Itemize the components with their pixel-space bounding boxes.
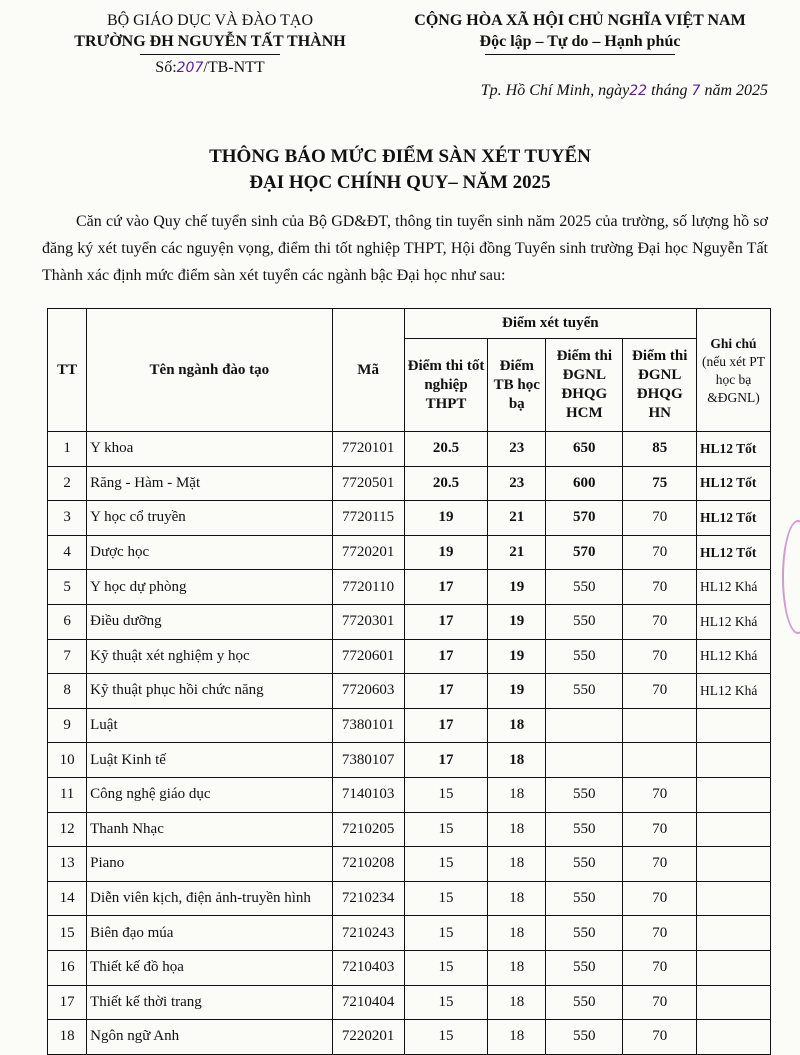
header-thpt: Điểm thi tốt nghiệp THPT bbox=[404, 339, 488, 432]
score-thpt: 17 bbox=[404, 674, 488, 709]
score-transcript: 18 bbox=[488, 985, 546, 1020]
month-handwritten: 7 bbox=[691, 83, 701, 99]
score-thpt: 17 bbox=[404, 570, 488, 605]
header-note-sub: (nếu xét PT học bạ &ĐGNL) bbox=[701, 353, 765, 405]
row-number: 7 bbox=[48, 639, 87, 674]
note-cell bbox=[696, 743, 770, 778]
nation-name: CỘNG HÒA XÃ HỘI CHỦ NGHĨA VIỆT NAM bbox=[414, 12, 746, 29]
header-tb: Điểm TB học bạ bbox=[488, 339, 546, 432]
score-transcript: 21 bbox=[488, 501, 546, 536]
score-transcript: 19 bbox=[488, 639, 546, 674]
doc-number-handwritten: 207 bbox=[176, 60, 204, 76]
score-dgnl-hn: 70 bbox=[623, 1020, 697, 1055]
score-dgnl-hcm: 550 bbox=[546, 916, 623, 951]
score-dgnl-hn: 70 bbox=[623, 812, 697, 847]
score-dgnl-hn: 75 bbox=[623, 466, 697, 501]
score-dgnl-hn: 70 bbox=[623, 604, 697, 639]
program-code: 7210404 bbox=[332, 985, 404, 1020]
row-number: 16 bbox=[48, 950, 87, 985]
score-thpt: 17 bbox=[404, 604, 488, 639]
score-dgnl-hcm: 550 bbox=[546, 847, 623, 882]
note-cell: HL12 Tốt bbox=[696, 466, 770, 501]
note-cell: HL12 Khá bbox=[696, 639, 770, 674]
program-code: 7380107 bbox=[332, 743, 404, 778]
row-number: 5 bbox=[48, 570, 87, 605]
score-dgnl-hn bbox=[623, 708, 697, 743]
row-number: 3 bbox=[48, 501, 87, 536]
doc-title-line1: THÔNG BÁO MỨC ĐIỂM SÀN XÉT TUYỂN bbox=[209, 146, 591, 167]
note-cell: HL12 Tốt bbox=[696, 501, 770, 536]
note-cell bbox=[696, 777, 770, 812]
score-dgnl-hn: 70 bbox=[623, 674, 697, 709]
note-cell: HL12 Khá bbox=[696, 604, 770, 639]
national-motto: Độc lập – Tự do – Hạnh phúc bbox=[479, 33, 681, 50]
score-dgnl-hcm: 550 bbox=[546, 985, 623, 1020]
score-dgnl-hn: 70 bbox=[623, 985, 697, 1020]
header-program: Tên ngành đào tạo bbox=[87, 309, 332, 432]
score-transcript: 19 bbox=[488, 570, 546, 605]
program-name: Công nghệ giáo dục bbox=[87, 777, 332, 812]
header-code: Mã bbox=[332, 309, 404, 432]
program-name: Luật Kinh tế bbox=[87, 743, 332, 778]
score-dgnl-hcm: 570 bbox=[546, 501, 623, 536]
ministry-name: BỘ GIÁO DỤC VÀ ĐÀO TẠO bbox=[106, 12, 314, 29]
program-name: Ngôn ngữ Anh bbox=[87, 1020, 332, 1055]
note-cell: HL12 Tốt bbox=[696, 535, 770, 570]
table-row bbox=[48, 639, 771, 674]
header-hn: Điểm thi ĐGNL ĐHQG HN bbox=[623, 339, 697, 432]
score-dgnl-hcm: 550 bbox=[546, 950, 623, 985]
program-name: Điều dưỡng bbox=[87, 604, 332, 639]
score-dgnl-hcm: 550 bbox=[546, 1020, 623, 1055]
row-number: 12 bbox=[48, 812, 87, 847]
school-name: TRƯỜNG ĐH NGUYỄN TẤT THÀNH bbox=[74, 33, 346, 50]
score-thpt: 15 bbox=[404, 916, 488, 951]
row-number: 17 bbox=[48, 985, 87, 1020]
score-dgnl-hn: 70 bbox=[623, 570, 697, 605]
score-transcript: 18 bbox=[488, 708, 546, 743]
score-transcript: 19 bbox=[488, 604, 546, 639]
program-name: Y học cổ truyền bbox=[87, 501, 332, 536]
score-thpt: 15 bbox=[404, 881, 488, 916]
score-dgnl-hcm: 650 bbox=[546, 432, 623, 467]
table-row bbox=[48, 881, 771, 916]
score-dgnl-hcm bbox=[546, 708, 623, 743]
score-thpt: 17 bbox=[404, 708, 488, 743]
table-row bbox=[48, 950, 771, 985]
note-cell bbox=[696, 916, 770, 951]
score-dgnl-hcm: 570 bbox=[546, 535, 623, 570]
note-cell bbox=[696, 812, 770, 847]
score-dgnl-hcm bbox=[546, 743, 623, 778]
doc-title-line2: ĐẠI HỌC CHÍNH QUY– NĂM 2025 bbox=[249, 172, 551, 193]
score-transcript: 18 bbox=[488, 881, 546, 916]
table-row bbox=[48, 777, 771, 812]
row-number: 15 bbox=[48, 916, 87, 951]
program-name: Răng - Hàm - Mặt bbox=[87, 466, 332, 501]
table-row bbox=[48, 916, 771, 951]
table-row bbox=[48, 708, 771, 743]
program-code: 7220201 bbox=[332, 1020, 404, 1055]
table-row bbox=[48, 466, 771, 501]
row-number: 2 bbox=[48, 466, 87, 501]
table-row bbox=[48, 743, 771, 778]
table-row bbox=[48, 847, 771, 882]
score-dgnl-hn: 70 bbox=[623, 535, 697, 570]
program-name: Kỹ thuật phục hồi chức năng bbox=[87, 674, 332, 709]
row-number: 18 bbox=[48, 1020, 87, 1055]
note-cell bbox=[696, 950, 770, 985]
score-transcript: 21 bbox=[488, 535, 546, 570]
score-dgnl-hcm: 550 bbox=[546, 674, 623, 709]
row-number: 6 bbox=[48, 604, 87, 639]
score-dgnl-hn: 70 bbox=[623, 847, 697, 882]
day-handwritten: 22 bbox=[629, 83, 648, 99]
program-code: 7720301 bbox=[332, 604, 404, 639]
score-transcript: 18 bbox=[488, 743, 546, 778]
program-code: 7210234 bbox=[332, 881, 404, 916]
program-code: 7210243 bbox=[332, 916, 404, 951]
program-code: 7380101 bbox=[332, 708, 404, 743]
program-name: Kỹ thuật xét nghiệm y học bbox=[87, 639, 332, 674]
program-name: Thiết kế thời trang bbox=[87, 985, 332, 1020]
score-dgnl-hn: 70 bbox=[623, 501, 697, 536]
score-transcript: 18 bbox=[488, 916, 546, 951]
note-cell bbox=[696, 985, 770, 1020]
motto-divider bbox=[485, 54, 675, 55]
score-dgnl-hcm: 550 bbox=[546, 777, 623, 812]
table-row bbox=[48, 501, 771, 536]
score-thpt: 20.5 bbox=[404, 466, 488, 501]
score-thpt: 20.5 bbox=[404, 432, 488, 467]
document-number: Số:207/TB-NTT bbox=[155, 59, 265, 76]
row-number: 11 bbox=[48, 777, 87, 812]
note-cell: HL12 Tốt bbox=[696, 432, 770, 467]
doc-suffix: TB-NTT bbox=[207, 59, 265, 76]
score-thpt: 17 bbox=[404, 639, 488, 674]
program-name: Y học dự phòng bbox=[87, 570, 332, 605]
issuer-divider bbox=[140, 54, 280, 55]
score-thpt: 15 bbox=[404, 847, 488, 882]
row-number: 10 bbox=[48, 743, 87, 778]
score-dgnl-hn: 70 bbox=[623, 950, 697, 985]
program-name: Y khoa bbox=[87, 432, 332, 467]
header-hcm: Điểm thi ĐGNL ĐHQG HCM bbox=[546, 339, 623, 432]
issuer-block bbox=[60, 10, 360, 79]
row-number: 13 bbox=[48, 847, 87, 882]
program-name: Thanh Nhạc bbox=[87, 812, 332, 847]
score-thpt: 15 bbox=[404, 950, 488, 985]
score-dgnl-hcm: 550 bbox=[546, 639, 623, 674]
note-cell bbox=[696, 708, 770, 743]
header-note-title: Ghi chú bbox=[710, 335, 757, 351]
table-row bbox=[48, 674, 771, 709]
score-dgnl-hn: 70 bbox=[623, 916, 697, 951]
note-cell: HL12 Khá bbox=[696, 570, 770, 605]
table-row bbox=[48, 432, 771, 467]
table-row bbox=[48, 812, 771, 847]
score-dgnl-hn: 70 bbox=[623, 639, 697, 674]
program-name: Diễn viên kịch, điện ảnh-truyền hình bbox=[87, 881, 332, 916]
score-transcript: 18 bbox=[488, 847, 546, 882]
month-label: tháng bbox=[651, 82, 688, 99]
score-transcript: 18 bbox=[488, 950, 546, 985]
program-name: Piano bbox=[87, 847, 332, 882]
program-code: 7720101 bbox=[332, 432, 404, 467]
score-transcript: 23 bbox=[488, 432, 546, 467]
intro-paragraph: Căn cứ vào Quy chế tuyển sinh của Bộ GD&ĐT, thông tin tuyển sinh năm 2025 của trường, số lượng hồ sơ đăng ký xét tuyển các nguyện vọng, điểm thi tốt nghiệp THPT, Hội đồng Tuyển sinh trường Đại học Nguyễn Tất Thành xác định mức điểm sàn xét tuyển các ngành bậc Đại học như sau: bbox=[42, 213, 768, 284]
national-header bbox=[380, 10, 780, 55]
program-code: 7720110 bbox=[332, 570, 404, 605]
note-cell: HL12 Khá bbox=[696, 674, 770, 709]
program-code: 7210403 bbox=[332, 950, 404, 985]
program-code: 7720201 bbox=[332, 535, 404, 570]
program-code: 7720601 bbox=[332, 639, 404, 674]
program-code: 7720115 bbox=[332, 501, 404, 536]
program-code: 7720603 bbox=[332, 674, 404, 709]
program-code: 7720501 bbox=[332, 466, 404, 501]
program-name: Dược học bbox=[87, 535, 332, 570]
score-dgnl-hn: 70 bbox=[623, 777, 697, 812]
score-thpt: 15 bbox=[404, 812, 488, 847]
score-thpt: 15 bbox=[404, 777, 488, 812]
score-rows bbox=[48, 432, 771, 1055]
score-thpt: 19 bbox=[404, 501, 488, 536]
program-code: 7140103 bbox=[332, 777, 404, 812]
score-thpt: 19 bbox=[404, 535, 488, 570]
score-dgnl-hcm: 550 bbox=[546, 604, 623, 639]
header-score-group: Điểm xét tuyển bbox=[404, 309, 696, 339]
row-number: 1 bbox=[48, 432, 87, 467]
note-cell bbox=[696, 881, 770, 916]
score-transcript: 18 bbox=[488, 1020, 546, 1055]
note-cell bbox=[696, 847, 770, 882]
table-row bbox=[48, 535, 771, 570]
program-code: 7210208 bbox=[332, 847, 404, 882]
score-dgnl-hn bbox=[623, 743, 697, 778]
doc-prefix: Số: bbox=[155, 59, 177, 76]
score-dgnl-hcm: 550 bbox=[546, 570, 623, 605]
score-thpt: 17 bbox=[404, 743, 488, 778]
score-transcript: 23 bbox=[488, 466, 546, 501]
table-row bbox=[48, 985, 771, 1020]
program-code: 7210205 bbox=[332, 812, 404, 847]
year-label: năm 2025 bbox=[704, 82, 768, 99]
table-row bbox=[48, 604, 771, 639]
row-number: 14 bbox=[48, 881, 87, 916]
score-dgnl-hcm: 600 bbox=[546, 466, 623, 501]
score-dgnl-hcm: 550 bbox=[546, 812, 623, 847]
stamp-fragment bbox=[782, 520, 800, 634]
score-table bbox=[47, 308, 771, 1055]
table-row bbox=[48, 570, 771, 605]
score-transcript: 18 bbox=[488, 777, 546, 812]
score-transcript: 18 bbox=[488, 812, 546, 847]
score-transcript: 19 bbox=[488, 674, 546, 709]
score-thpt: 15 bbox=[404, 1020, 488, 1055]
place-date bbox=[481, 82, 768, 100]
row-number: 4 bbox=[48, 535, 87, 570]
header-note bbox=[696, 309, 770, 432]
program-name: Biên đạo múa bbox=[87, 916, 332, 951]
place-prefix: Tp. Hồ Chí Minh, ngày bbox=[480, 82, 630, 99]
score-dgnl-hn: 85 bbox=[623, 432, 697, 467]
header-tt: TT bbox=[48, 309, 87, 432]
score-dgnl-hcm: 550 bbox=[546, 881, 623, 916]
score-dgnl-hn: 70 bbox=[623, 881, 697, 916]
score-thpt: 15 bbox=[404, 985, 488, 1020]
row-number: 9 bbox=[48, 708, 87, 743]
row-number: 8 bbox=[48, 674, 87, 709]
program-name: Thiết kế đồ họa bbox=[87, 950, 332, 985]
program-name: Luật bbox=[87, 708, 332, 743]
